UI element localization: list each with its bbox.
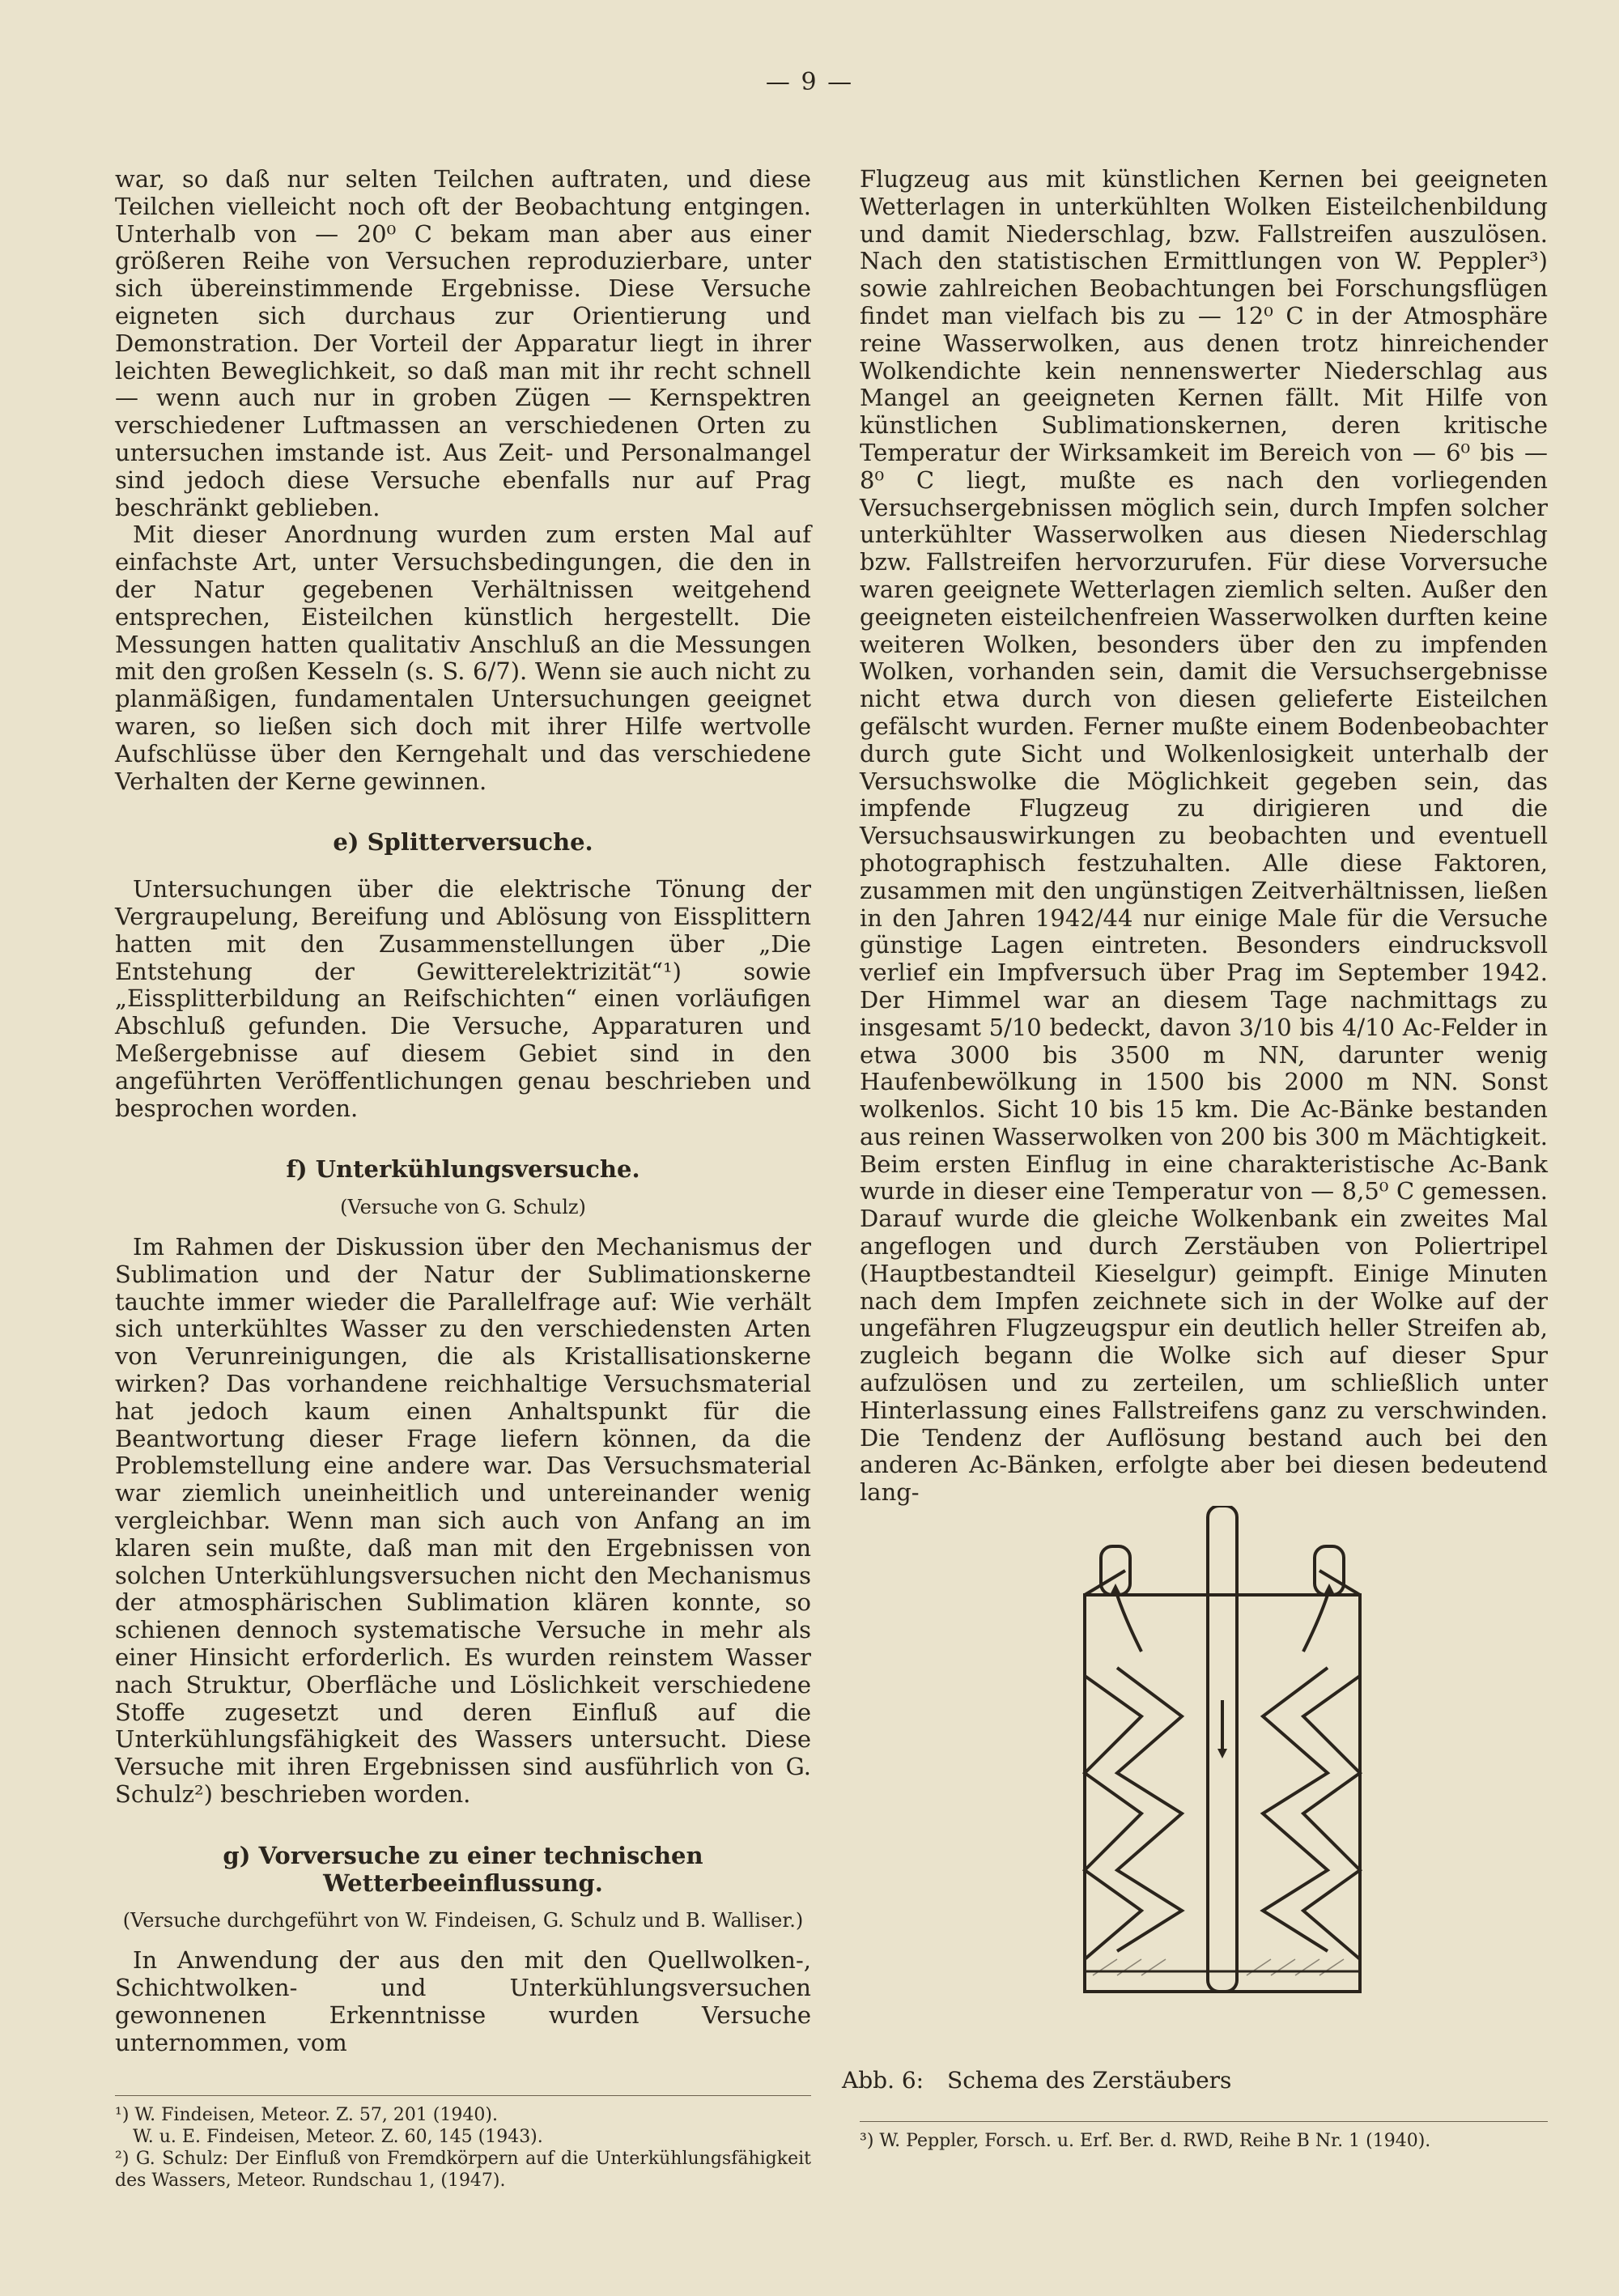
flow-arrow: [1117, 1595, 1141, 1652]
footnotes-right: [860, 2121, 1548, 2152]
section-subheading-g: (Versuche durchgeführt von W. Findeisen, G. Schulz und B. Walliser.): [122, 1909, 804, 1932]
hatch: [1247, 1959, 1271, 1975]
section-heading-f: f) Unterkühlungsversuche.: [286, 1155, 640, 1184]
right-column: [860, 166, 1548, 1507]
footnote: ²) G. Schulz: Der Einfluß von Fremdkörpern auf die Unterkühlungsfähigkeit des Wassers, Meteor. Rundschau 1, (1947).: [115, 2149, 811, 2191]
footnote: ¹) W. Findeisen, Meteor. Z. 57, 201 (1940).: [115, 2105, 498, 2125]
figure-title: Schema des Zerstäubers: [947, 2067, 1232, 2094]
container-outline: [1085, 1595, 1360, 1992]
hatch: [1319, 1959, 1344, 1975]
left-column: [115, 166, 811, 2057]
paragraph: Im Rahmen der Diskussion über den Mechanismus der Sublimation und der Natur der Sublimationskerne tauchte immer wieder die Parallelfrage auf: Wie verhält sich unterkühltes Wasser zu den verschiedensten Arten von Verunreinigungen, die als Kristallisationskerne wirken? Das vorhandene reichhaltige Versuchsmaterial hat jedoch kaum einen Anhaltspunkt für die Beantwortung dieser Frage liefern können, da die Problemstellung eine andere war. Das Versuchsmaterial war ziemlich uneinheitlich und untereinander wenig vergleichbar. Wenn man sich auch von Anfang an im klaren sein mußte, daß man mit den Ergebnissen von solchen Unterkühlungsversuchen nicht den Mechanismus der atmosphärischen Sublimation klären konnte, so schienen dennoch systematische Versuche in mehr als einer Hinsicht erforderlich. Es wurden reinstem Wasser nach Struktur, Oberfläche und Löslichkeit verschiedene Stoffe zugesetzt und deren Einfluß auf die Unterkühlungsfähigkeit des Wassers untersucht. Diese Versuche mit ihren Ergebnissen sind ausführlich von G. Schulz²) beschrieben worden.: [115, 1233, 811, 1809]
paragraph: war, so daß nur selten Teilchen auftraten, und diese Teilchen vielleicht noch oft der Beobachtung entgingen. Unterhalb von — 20⁰ C bekam man aber aus einer größeren Reihe von Versuchen reproduzierbare, unter sich übereinstimmende Ergebnisse. Diese Versuche eigneten sich durchaus zur Orientierung und Demonstration. Der Vorteil der Apparatur liegt in ihrer leichten Beweglichkeit, so daß man mit ihr recht schnell — wenn auch nur in groben Zügen — Kernspektren verschiedener Luftmassen an verschiedenen Orten zu untersuchen imstande ist. Aus Zeit- und Personalmangel sind jedoch diese Versuche ebenfalls nur auf Prag beschränkt geblieben.: [115, 165, 811, 521]
figure-caption: [842, 2067, 1425, 2094]
arrow-head: [1111, 1584, 1120, 1593]
footnote: ³) W. Peppler, Forsch. u. Erf. Ber. d. RWD, Reihe B Nr. 1 (1940).: [860, 2131, 1431, 2151]
baffle-right: [1303, 1676, 1360, 1959]
footnote: W. u. E. Findeisen, Meteor. Z. 60, 145 (1943).: [133, 2127, 543, 2147]
baffle-left: [1085, 1676, 1141, 1959]
footnotes-left: [115, 2095, 811, 2192]
section-subheading-f: (Versuche von G. Schulz): [340, 1196, 586, 1219]
arrow-head: [1324, 1584, 1334, 1593]
paragraph: In Anwendung der aus den mit den Quellwolken-, Schichtwolken- und Unterkühlungsversuchen gewonnenen Erkenntnisse wurden Versuche unternommen, vom: [115, 1946, 811, 2056]
hatch: [1141, 1959, 1166, 1975]
figure-label: Abb. 6:: [842, 2067, 924, 2094]
section-heading-e: e) Splitterversuche.: [333, 828, 593, 857]
atomizer-schematic: [1069, 1506, 1376, 2008]
paragraph: Untersuchungen über die elektrische Tönung der Vergraupelung, Bereifung und Ablösung von Eissplittern hatten mit den Zusammenstellungen über „Die Entstehung der Gewitterelektrizität“¹) sowie „Eissplitterbildung an Reifschichten“ einen vorläufigen Abschluß gefunden. Die Versuche, Apparaturen und Meßergebnisse auf diesem Gebiet sind in den angeführten Veröffentlichungen genau beschrieben und besprochen worden.: [115, 875, 811, 1122]
arrow-head: [1217, 1749, 1227, 1758]
hatch: [1093, 1959, 1117, 1975]
baffle-left-inner: [1117, 1668, 1182, 1951]
baffle-right-inner: [1263, 1668, 1328, 1951]
section-heading-g: g) Vorversuche zu einer technischen Wetterbeeinflussung.: [223, 1841, 703, 1897]
page-number: — 9 —: [765, 68, 854, 96]
hatch: [1117, 1959, 1141, 1975]
hatch: [1271, 1959, 1295, 1975]
paragraph: Mit dieser Anordnung wurden zum ersten Mal auf einfachste Art, unter Versuchsbedingungen, die den in der Natur gegebenen Verhältnissen weitgehend entsprechen, Eisteilchen künstlich hergestellt. Die Messungen hatten qualitativ Anschluß an die Messungen mit den großen Kesseln (s. S. 6/7). Wenn sie auch nicht zu planmäßigen, fundamentalen Untersuchungen geeignet waren, so ließen sich doch mit ihrer Hilfe wertvolle Aufschlüsse über den Kerngehalt und das verschiedene Verhalten der Kerne gewinnen.: [115, 521, 811, 795]
paragraph: Flugzeug aus mit künstlichen Kernen bei geeigneten Wetterlagen in unterkühlten Wolken Eisteilchenbildung und damit Niederschlag, bzw. Fallstreifen auszulösen. Nach den statistischen Ermittlungen von W. Peppler³) sowie zahlreichen Beobachtungen bei Forschungsflügen findet man vielfach bis zu — 12⁰ C in der Atmosphäre reine Wasserwolken, aus denen trotz hinreichender Wolkendichte kein nennenswerter Niederschlag aus Mangel an geeigneten Kernen fällt. Mit Hilfe von künstlichen Sublimationskernen, deren kritische Temperatur der Wirksamkeit im Bereich von — 6⁰ bis — 8⁰ C liegt, mußte es nach den vorliegenden Versuchsergebnissen möglich sein, durch Impfen solcher unterkühlter Wasserwolken aus diesen Niederschlag bzw. Fallstreifen hervorzurufen. Für diese Vorversuche waren geeignete Wetterlagen ziemlich selten. Außer den geeigneten eisteilchenfreien Wasserwolken durften keine weiteren Wolken, besonders über den zu impfenden Wolken, vorhanden sein, damit die Versuchsergebnisse nicht etwa durch von diesen gelieferte Eisteilchen gefälscht wurden. Ferner mußte einem Bodenbeobachter durch gute Sicht und Wolkenlosigkeit unterhalb der Versuchswolke die Möglichkeit gegeben sein, das impfende Flugzeug zu dirigieren und die Versuchsauswirkungen zu beobachten und eventuell photographisch festzuhalten. Alle diese Faktoren, zusammen mit den ungünstigen Zeitverhältnissen, ließen in den Jahren 1942/44 nur einige Male für die Versuche günstige Lagen eintreten. Besonders eindrucksvoll verlief ein Impfversuch über Prag im September 1942. Der Himmel war an diesem Tage nachmittags zu insgesamt 5/10 bedeckt, davon 3/10 bis 4/10 Ac-Felder in etwa 3000 bis 3500 m NN, darunter wenig Haufenbewölkung in 1500 bis 2000 m NN. Sonst wolkenlos. Sicht 10 bis 15 km. Die Ac-Bänke bestanden aus reinen Wasserwolken von 200 bis 300 m Mächtigkeit. Beim ersten Einflug in eine charakteristische Ac-Bank wurde in dieser eine Temperatur von — 8,5⁰ C gemessen. Darauf wurde die gleiche Wolkenbank ein zweites Mal angeflogen und durch Zerstäuben von Poliertripel (Hauptbestandteil Kieselgur) geimpft. Einige Minuten nach dem Impfen zeichnete sich in der Wolke auf der ungefähren Flugzeugspur ein deutlich heller Streifen ab, zugleich begann die Wolke sich auf dieser Spur aufzulösen und zu zerteilen, um schließlich unter Hinterlassung eines Fallstreifens ganz zu verschwinden. Die Tendenz der Auflösung bestand auch bei den anderen Ac-Bänken, erfolgte aber bei diesen bedeutend lang-: [860, 165, 1548, 1507]
flow-arrow: [1303, 1595, 1328, 1652]
hatch: [1295, 1959, 1319, 1975]
